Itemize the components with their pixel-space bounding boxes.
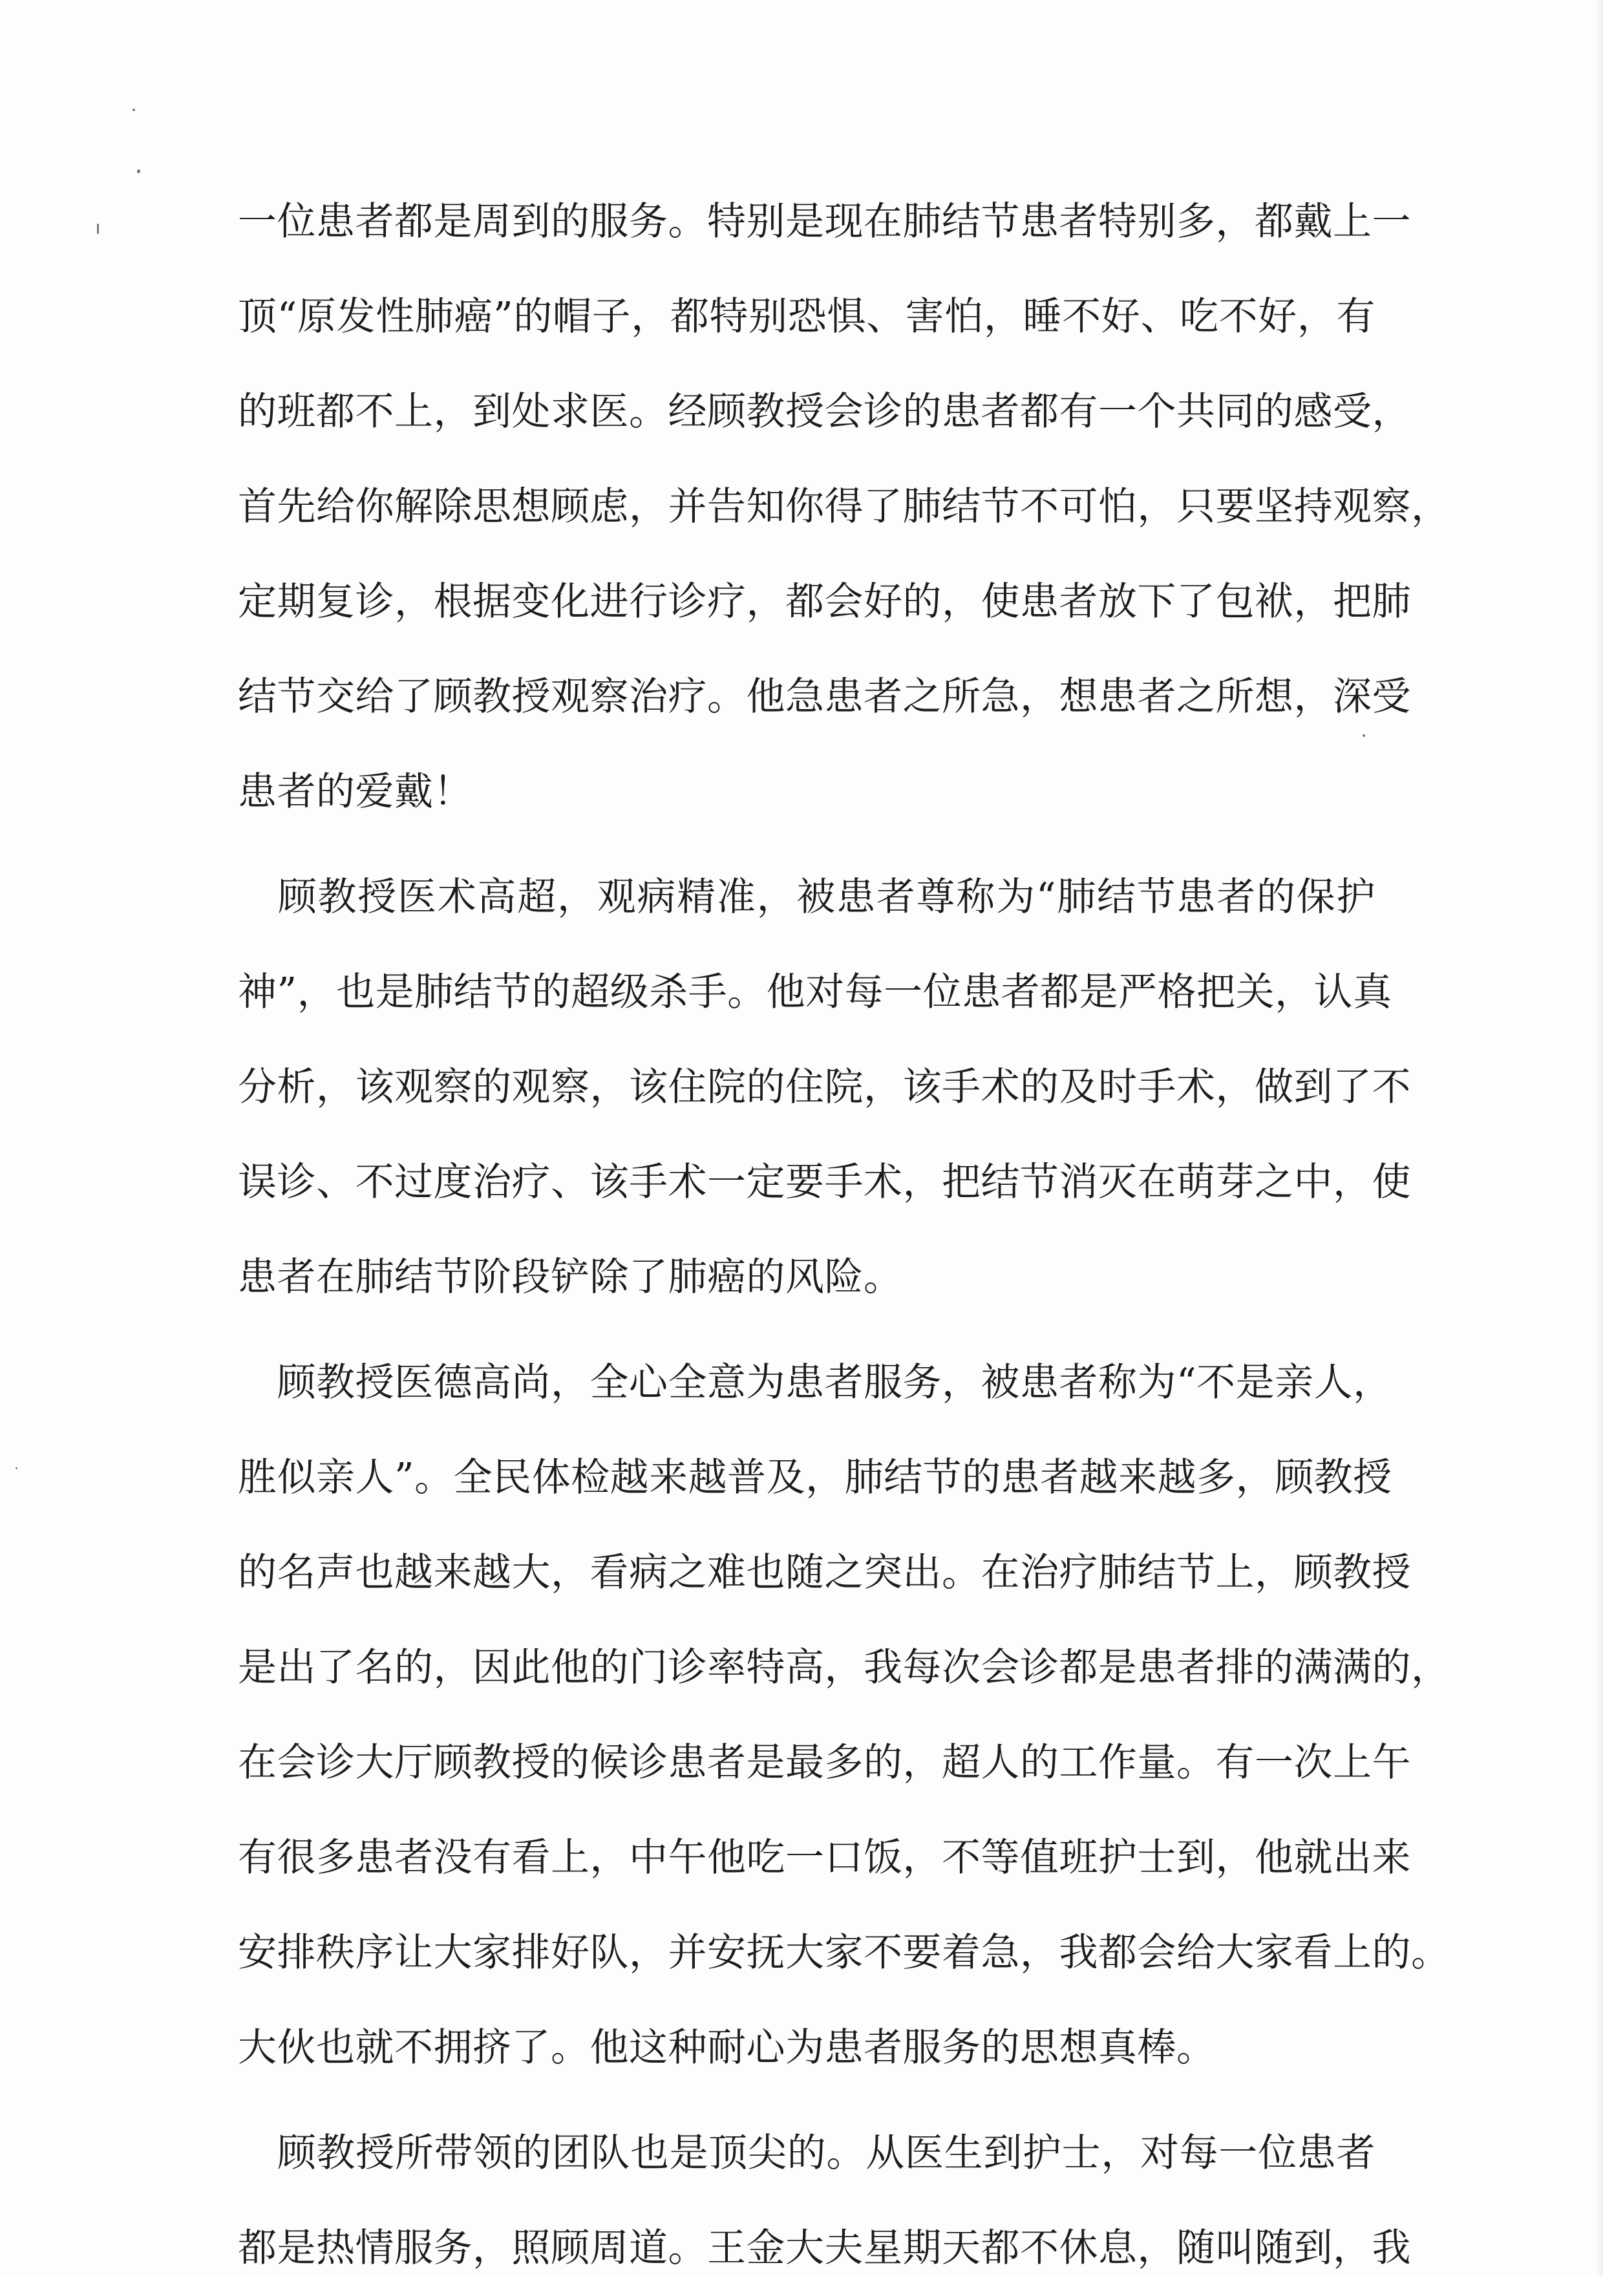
text-line: 分析，该观察的观察，该住院的住院，该手术的及时手术，做到了不 [238,1065,1411,1110]
paragraph [238,1335,1450,2096]
text-line: 都是热情服务，照顾周道。王金大夫星期天都不休息，随叫随到，我 [238,2226,1411,2271]
text-line: 的名声也越来越大，看病之难也随之突出。在治疗肺结节上，顾教授 [238,1550,1411,1595]
scan-speck [133,109,135,111]
text-line: 结节交给了顾教授观察治疗。他急患者之所急，想患者之所想，深受 [238,674,1411,719]
scan-speck [137,169,140,173]
text-line: 是出了名的，因此他的门诊率特高，我每次会诊都是患者排的满满的， [238,1645,1450,1690]
text-line: 胜似亲人”。全民体检越来越普及，肺结节的患者越来越多，顾教授 [238,1455,1392,1500]
text-line: 有很多患者没有看上，中午他吃一口饭，不等值班护士到，他就出来 [238,1835,1411,1880]
text-line: 顾教授医德高尚，全心全意为患者服务，被患者称为“不是亲人， [238,1360,1392,1405]
text-line: 首先给你解除思想顾虑，并告知你得了肺结节不可怕，只要坚持观察， [238,484,1450,529]
text-line: 误诊、不过度治疗、该手术一定要手术，把结节消灭在萌芽之中，使 [238,1160,1411,1205]
scan-speck [16,1467,17,1469]
text-line: 在会诊大厅顾教授的候诊患者是最多的，超人的工作量。有一次上午 [238,1740,1411,1785]
text-line: 神”，也是肺结节的超级杀手。他对每一位患者都是严格把关，认真 [238,970,1392,1015]
scan-edge-shadow [1594,0,1603,2275]
text-line: 安排秩序让大家排好队，并安抚大家不要着急，我都会给大家看上的。 [238,1930,1450,1975]
text-line: 顾教授所带领的团队也是顶尖的。从医生到护士，对每一位患者 [238,2131,1375,2176]
text-line: 患者的爱戴！ [238,769,472,814]
text-line: 定期复诊，根据变化进行诊疗，都会好的，使患者放下了包袱，把肺 [238,579,1411,624]
text-line: 患者在肺结节阶段铲除了肺癌的风险。 [238,1255,903,1300]
paragraph [238,2106,1411,2296]
paragraph [238,175,1450,840]
text-line: 顾教授医术高超，观病精准，被患者尊称为“肺结节患者的保护 [238,875,1375,920]
document-body [238,175,1450,2296]
text-line: 一位患者都是周到的服务。特别是现在肺结节患者特别多，都戴上一 [238,199,1411,244]
text-line: 大伙也就不拥挤了。他这种耐心为患者服务的思想真棒。 [238,2025,1216,2070]
scan-speck [97,224,99,234]
text-line: 的班都不上，到处求医。经顾教授会诊的患者都有一个共同的感受， [238,389,1411,434]
paragraph [238,850,1411,1325]
text-line: 顶“原发性肺癌”的帽子，都特别恐惧、害怕，睡不好、吃不好，有 [238,294,1375,339]
